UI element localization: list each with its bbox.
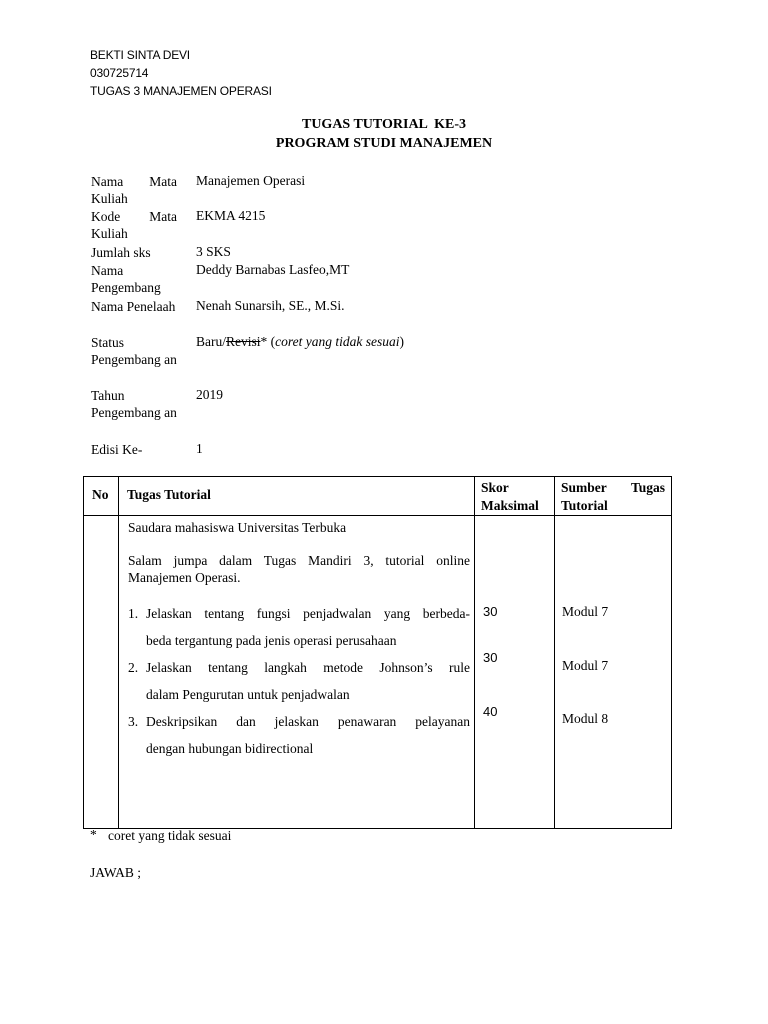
heading-line-2: PROGRAM STUDI MANAJEMEN (275, 136, 493, 151)
meta-label-edition: Edisi Ke- (91, 442, 143, 457)
task-table (83, 476, 672, 829)
header-skor: Skor Maksimal (475, 477, 555, 516)
task-item-1: 1. Jelaskan tentang fungsi penjadwalan yang berbeda- beda tergantung pada jenis operasi perusahaan (128, 606, 470, 648)
meta-label-sks: Jumlah sks (91, 245, 151, 260)
struck-option: Revisi (226, 334, 261, 349)
sumber-task-2: Modul 7 (562, 658, 609, 673)
meta-label-year: Tahun Pengembang an (91, 388, 177, 420)
meta-value-sks: 3 SKS (196, 244, 231, 259)
meta-value-status: Baru/Revisi* (coret yang tidak sesuai) (196, 334, 404, 349)
footnote-text: coret yang tidak sesuai (108, 828, 232, 843)
meta-label-developer: Nama Pengembang (91, 263, 161, 295)
student-id: 030725714 (90, 66, 149, 80)
task-item-2: 2. Jelaskan tentang langkah metode Johnson’s rule dalam Pengurutan untuk penjadwalan (128, 660, 470, 702)
cell-tugas (119, 516, 475, 829)
meta-value-developer: Deddy Barnabas Lasfeo,MT (196, 262, 350, 277)
meta-label-code: Kode Mata Kuliah (91, 209, 177, 241)
cell-sumber (555, 516, 672, 829)
cell-skor (475, 516, 555, 829)
meta-label-reviewer: Nama Penelaah (91, 299, 176, 314)
table-header-row (84, 477, 672, 516)
intro-paragraph: Salam jumpa dalam Tugas Mandiri 3, tutorial online Manajemen Operasi. (128, 553, 470, 585)
meta-label-course: Nama Mata Kuliah (91, 174, 177, 206)
task-item-3: 3. Deskripsikan dan jelaskan penawaran pelayanan dengan hubungan bidirectional (128, 714, 470, 756)
header-no: No (84, 477, 119, 516)
footnote-star: * (90, 827, 97, 842)
table-row (84, 516, 672, 829)
meta-label-status: Status Pengembang an (91, 335, 177, 367)
skor-task-2: 30 (483, 650, 498, 665)
meta-value-course: Manajemen Operasi (196, 173, 306, 188)
header-sumber: Sumber Tugas Tutorial (555, 477, 672, 516)
skor-task-3: 40 (483, 704, 498, 719)
student-name: BEKTI SINTA DEVI (90, 48, 190, 62)
meta-value-reviewer: Nenah Sunarsih, SE., M.Si. (196, 298, 345, 313)
answer-label: JAWAB ; (90, 865, 142, 880)
meta-value-edition: 1 (196, 441, 203, 456)
intro-greeting: Saudara mahasiswa Universitas Terbuka (128, 520, 347, 535)
skor-task-1: 30 (483, 604, 498, 619)
cell-no (84, 516, 119, 829)
meta-value-year: 2019 (196, 387, 223, 402)
sumber-task-3: Modul 8 (562, 711, 609, 726)
meta-value-code: EKMA 4215 (196, 208, 266, 223)
header-tugas: Tugas Tutorial (119, 477, 475, 516)
assignment-title: TUGAS 3 MANAJEMEN OPERASI (90, 84, 272, 98)
sumber-task-1: Modul 7 (562, 604, 609, 619)
heading-line-1: TUGAS TUTORIAL KE-3 (301, 117, 467, 132)
